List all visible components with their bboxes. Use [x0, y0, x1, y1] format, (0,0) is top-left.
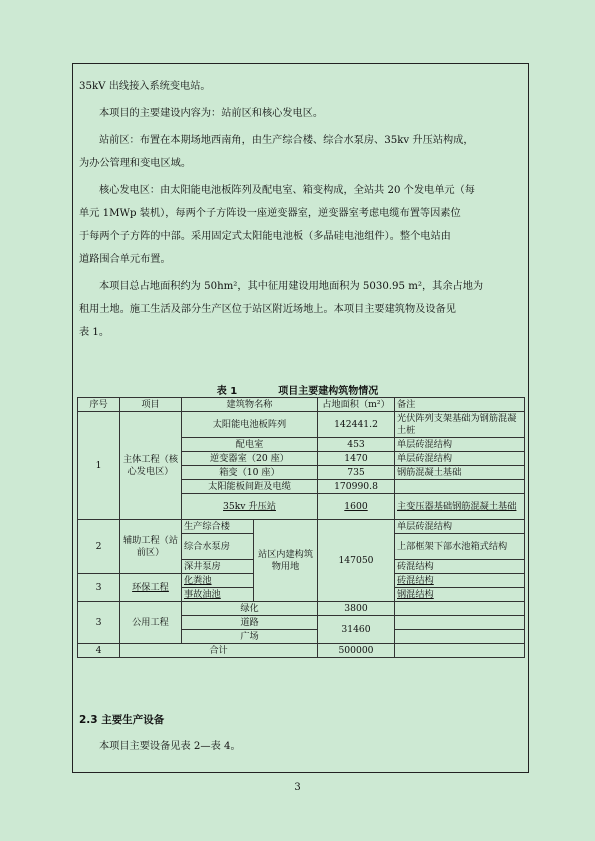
note-cell [395, 602, 525, 616]
building-name: 广场 [182, 630, 318, 644]
row-number: 4 [78, 644, 120, 658]
note-cell: 砖混结构 [395, 560, 525, 574]
row-number: 2 [78, 520, 120, 574]
table-caption [0, 382, 595, 397]
note-cell: 钢混结构 [395, 588, 525, 602]
building-name: 箱变（10 座） [182, 466, 318, 480]
paragraph-line: 单元 1MWp 装机），每两个子方阵设一座逆变器室，逆变器室考虑电缆布置等因素位 [79, 208, 461, 219]
paragraph-line: 租用土地。施工生活及部分生产区位于站区附近场地上。本项目主要建筑物及设备见 [79, 304, 456, 315]
area-cell: 453 [318, 438, 395, 452]
note-cell: 主变压器基础钢筋混凝土基础 [395, 494, 525, 520]
area-cell: 147050 [318, 520, 395, 602]
paragraph-line: 站前区：布置在本期场地西南角，由生产综合楼、综合水泵房、35kv 升压站构成， [99, 135, 474, 146]
note-cell [395, 480, 525, 494]
section-paragraph: 本项目主要设备见表 2—表 4。 [99, 741, 241, 752]
header-cell: 建筑物名称 [182, 398, 318, 412]
building-name: 道路 [182, 616, 318, 630]
header-cell: 序号 [78, 398, 120, 412]
area-cell: 3800 [318, 602, 395, 616]
page-number: 3 [294, 782, 301, 793]
paragraph-line: 35kV 出线接入系统变电站。 [79, 81, 211, 92]
area-cell: 735 [318, 466, 395, 480]
building-name: 深井泵房 [182, 560, 254, 574]
paragraph-line: 本项目的主要建设内容为：站前区和核心发电区。 [99, 108, 324, 119]
building-name: 配电室 [182, 438, 318, 452]
paragraph-line: 于每两个子方阵的中部。采用固定式太阳能电池板（多晶硅电池组件）。整个电站由 [79, 231, 451, 242]
building-name: 绿化 [182, 602, 318, 616]
row-item: 主体工程（核心发电区） [120, 412, 182, 520]
table-number: 表 1 [216, 386, 238, 397]
header-cell: 占地面积（m²） [318, 398, 395, 412]
section-title: 主要生产设备 [101, 714, 165, 726]
area-cell: 1470 [318, 452, 395, 466]
section-number: 2.3 [79, 714, 98, 726]
paragraph-line: 本项目总占地面积约为 50hm²，其中征用建设用地面积为 5030.95 m²，其余占地为 [99, 281, 484, 292]
building-name: 事故油池 [182, 588, 254, 602]
area-cell: 31460 [318, 616, 395, 644]
row-item: 环保工程 [120, 574, 182, 602]
paragraph-line: 核心发电区：由太阳能电池板阵列及配电室、箱变构成，全站共 20 个发电单元（每 [99, 185, 475, 196]
table-header-row [78, 398, 525, 412]
note-cell: 单层砖混结构 [395, 520, 525, 534]
area-cell: 170990.8 [318, 480, 395, 494]
total-label: 合计 [120, 644, 318, 658]
header-cell: 备注 [395, 398, 525, 412]
table-total-row [78, 644, 525, 658]
row-number: 3 [78, 602, 120, 644]
total-area: 500000 [318, 644, 395, 658]
paragraph-line: 表 1。 [79, 327, 110, 338]
area-cell: 142441.2 [318, 412, 395, 438]
merged-label: 站区内建构筑物用地 [254, 520, 318, 602]
section-heading [79, 712, 164, 727]
table-title: 项目主要建构筑物情况 [278, 386, 379, 397]
note-cell: 光伏阵列支架基础为钢筋混凝土桩 [395, 412, 525, 438]
table-row [78, 520, 525, 534]
note-cell: 上部框架下部水池箱式结构 [395, 534, 525, 560]
row-item: 公用工程 [120, 602, 182, 644]
note-cell: 砖混结构 [395, 574, 525, 588]
paragraph-line: 道路围合单元布置。 [79, 254, 171, 265]
building-name: 综合水泵房 [182, 534, 254, 560]
buildings-table [77, 397, 525, 658]
building-name: 生产综合楼 [182, 520, 254, 534]
table-row [78, 412, 525, 438]
paragraph-line: 为办公管理和变电区域。 [79, 158, 192, 169]
building-name: 逆变器室（20 座） [182, 452, 318, 466]
header-cell: 项目 [120, 398, 182, 412]
note-cell: 钢筋混凝土基础 [395, 466, 525, 480]
row-number: 3 [78, 574, 120, 602]
building-name: 化粪池 [182, 574, 254, 588]
row-item: 辅助工程（站前区） [120, 520, 182, 574]
note-cell [395, 630, 525, 644]
row-number: 1 [78, 412, 120, 520]
note-cell: 单层砖混结构 [395, 438, 525, 452]
note-cell [395, 616, 525, 630]
note-cell [395, 644, 525, 658]
building-name: 太阳能板间距及电缆 [182, 480, 318, 494]
table-row [78, 602, 525, 616]
building-name: 35kv 升压站 [182, 494, 318, 520]
area-cell: 1600 [318, 494, 395, 520]
note-cell: 单层砖混结构 [395, 452, 525, 466]
building-name: 太阳能电池板阵列 [182, 412, 318, 438]
